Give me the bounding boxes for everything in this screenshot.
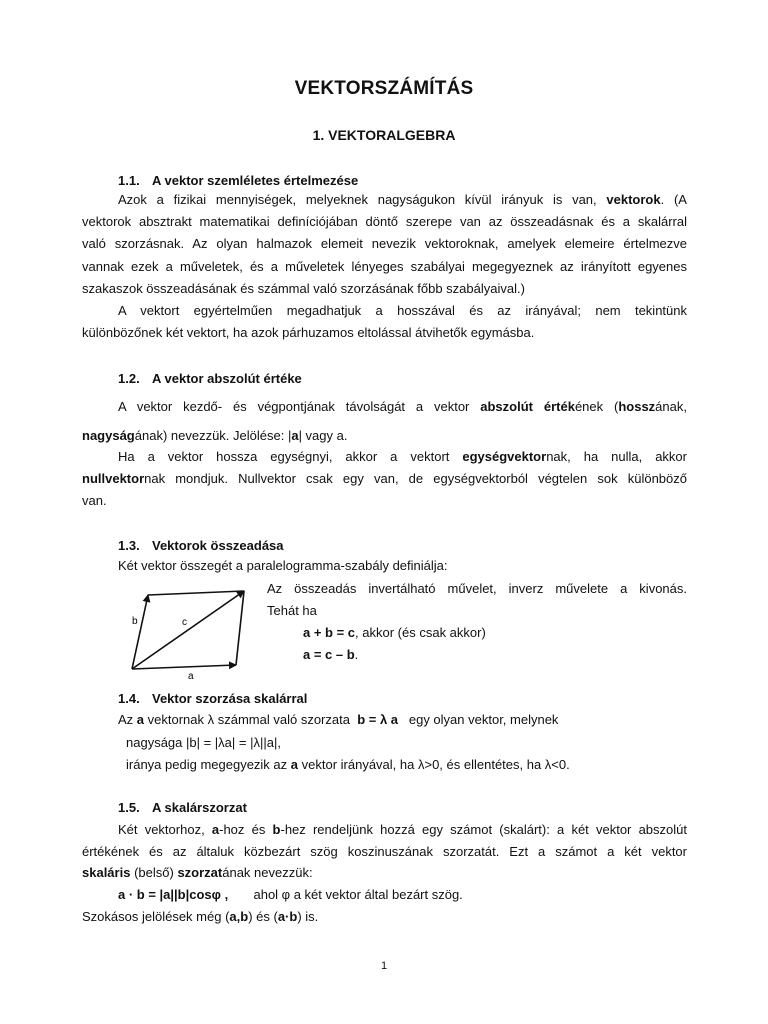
paragraph-line: értékének és az általuk közbezárt szög koszinuszának szorzatát. Ezt a számot a két vektor [82,844,687,859]
vector-b-arrow [132,595,148,669]
bold-term: nagyság [82,428,135,443]
text: Az [118,712,134,727]
equation-line [303,644,358,666]
bold-term: a·b [277,909,298,924]
text: Két vektorhoz, [118,822,205,837]
equation: a = c – b [303,647,355,662]
bold-term: szorzat [177,865,223,880]
chapter-heading: 1. VEKTORALGEBRA [312,127,456,143]
bold-term: abszolút érték [480,399,575,414]
paragraph-line: Két vektor összegét a paralelogramma-szabály definiálja: [118,558,448,573]
section-number: 1.5. [118,800,140,815]
paragraph-line: különbözőnek két vektort, ha azok párhuzamos eltolással átvihetők egymásba. [82,325,535,340]
bold-term: b [272,822,281,837]
page-number: 1 [380,960,388,972]
paragraph-line: vektorok absztrakt matematikai definíciójában döntő szerepe van az összeadásnak és a skalárral [82,214,687,229]
paragraph-line [82,189,687,211]
text: egy olyan vektor, melynek [408,712,559,727]
vector-a-arrow [132,665,236,669]
section-number: 1.4. [118,691,140,706]
paragraph-line: vannak ezek a műveletek, és a műveletek lényeges szabályai megegyeznek az irányított egyenes [82,259,687,274]
label-c: c [182,617,187,628]
paragraph-line: Az összeadás invertálható művelet, inverz művelete a kivonás. [267,581,687,596]
bold-term: vektorok [606,192,661,207]
section-heading-1-3 [118,538,284,553]
section-number: 1.3. [118,538,140,553]
bold-term: skaláris [82,865,131,880]
text: ahol φ a két vektor által bezárt szög. [253,887,463,902]
vector-c-arrow [132,591,244,669]
text: Szokásos jelölések még ( [82,909,230,924]
equation-line [118,884,463,906]
parallelogram-edge [236,591,244,665]
paragraph-line: nagysága |b| = |λa| = |λ||a|, [126,735,281,750]
document-title: VEKTORSZÁMÍTÁS [294,78,474,99]
section-title: A vektor szemléletes értelmezése [152,173,359,188]
bold-term: a [291,428,299,443]
text: Ha a vektor hossza egységnyi, akkor a vektort [118,449,450,464]
section-title: A vektor abszolút értéke [152,371,302,386]
equation: a + b = c [303,625,356,640]
paragraph-line: szakaszok összeadásának és számmal való szorzásának főbb szabályaival.) [82,281,525,296]
paragraph-line [82,819,687,841]
text: | vagy a. [298,428,348,443]
section-title: A skalárszorzat [152,800,247,815]
text: , akkor (és csak akkor) [355,625,486,640]
parallelogram-edge [148,591,244,595]
paragraph-line: A vektort egyértelműen megadhatjuk a hosszával és az irányával; nem tekintünk [118,303,687,318]
equation: a · b = |a||b|cosφ , [118,887,229,902]
section-heading-1-2 [118,371,302,386]
text: vektor irányával, ha λ>0, és ellentétes, ha λ<0. [301,757,570,772]
paragraph-line: való szorzásnak. Az olyan halmazok elemeit nevezik vektoroknak, amelyek elemeire értelmezve [82,236,687,251]
paragraph-line [126,754,570,776]
equation: b = λ a [357,712,399,727]
section-heading-1-5 [118,800,247,815]
label-a: a [188,671,194,680]
text: ának) nevezzük. Jelölése: | [134,428,292,443]
equation-line [303,622,486,644]
text: (belső) [134,865,174,880]
paragraph-line [82,862,687,884]
bold-term: hossz [618,399,656,414]
text: nak, ha nulla, akkor [546,449,687,464]
paragraph-line [82,396,687,418]
text: ) és ( [248,909,278,924]
bold-term: a [290,757,299,772]
paragraph-line: Tehát ha [267,603,317,618]
section-heading-1-4 [118,691,307,706]
text: -hez rendeljünk hozzá egy számot (skalárt): a két vektor abszolút [280,822,687,837]
text: A vektor kezdő- és végpontjának távolságát a vektor [118,399,470,414]
text: ának nevezzük: [222,865,313,880]
section-number: 1.2. [118,371,140,386]
paragraph-line: van. [82,493,107,508]
section-title: Vektor szorzása skalárral [152,691,308,706]
section-title: Vektorok összeadása [152,538,284,553]
paragraph-line [82,446,687,468]
text: ének ( [574,399,619,414]
text: iránya pedig megegyezik az [126,757,288,772]
text: ) is. [297,909,319,924]
paragraph-line [82,425,687,447]
paragraph-line [118,709,558,731]
bold-term: egységvektor [462,449,547,464]
text: vektornak λ számmal való szorzata [147,712,350,727]
section-number: 1.1. [118,173,140,188]
text: Azok a fizikai mennyiségek, melyeknek nagyságukon kívül irányuk is van, [118,192,597,207]
paragraph-line [82,468,687,490]
text: nak mondjuk. Nullvektor csak egy van, de egységvektorból végtelen sok különböző [144,471,687,486]
bold-term: a,b [229,909,249,924]
paragraph-line [82,906,687,928]
parallelogram-figure [126,585,256,680]
section-heading-1-1 [118,173,358,188]
bold-term: a [136,712,145,727]
text: . [354,647,359,662]
text: -hoz és [219,822,266,837]
text: ának, [655,399,687,414]
bold-term: a [211,822,220,837]
text: . (A [660,192,687,207]
bold-term: nullvektor [82,471,145,486]
label-b: b [132,616,138,627]
